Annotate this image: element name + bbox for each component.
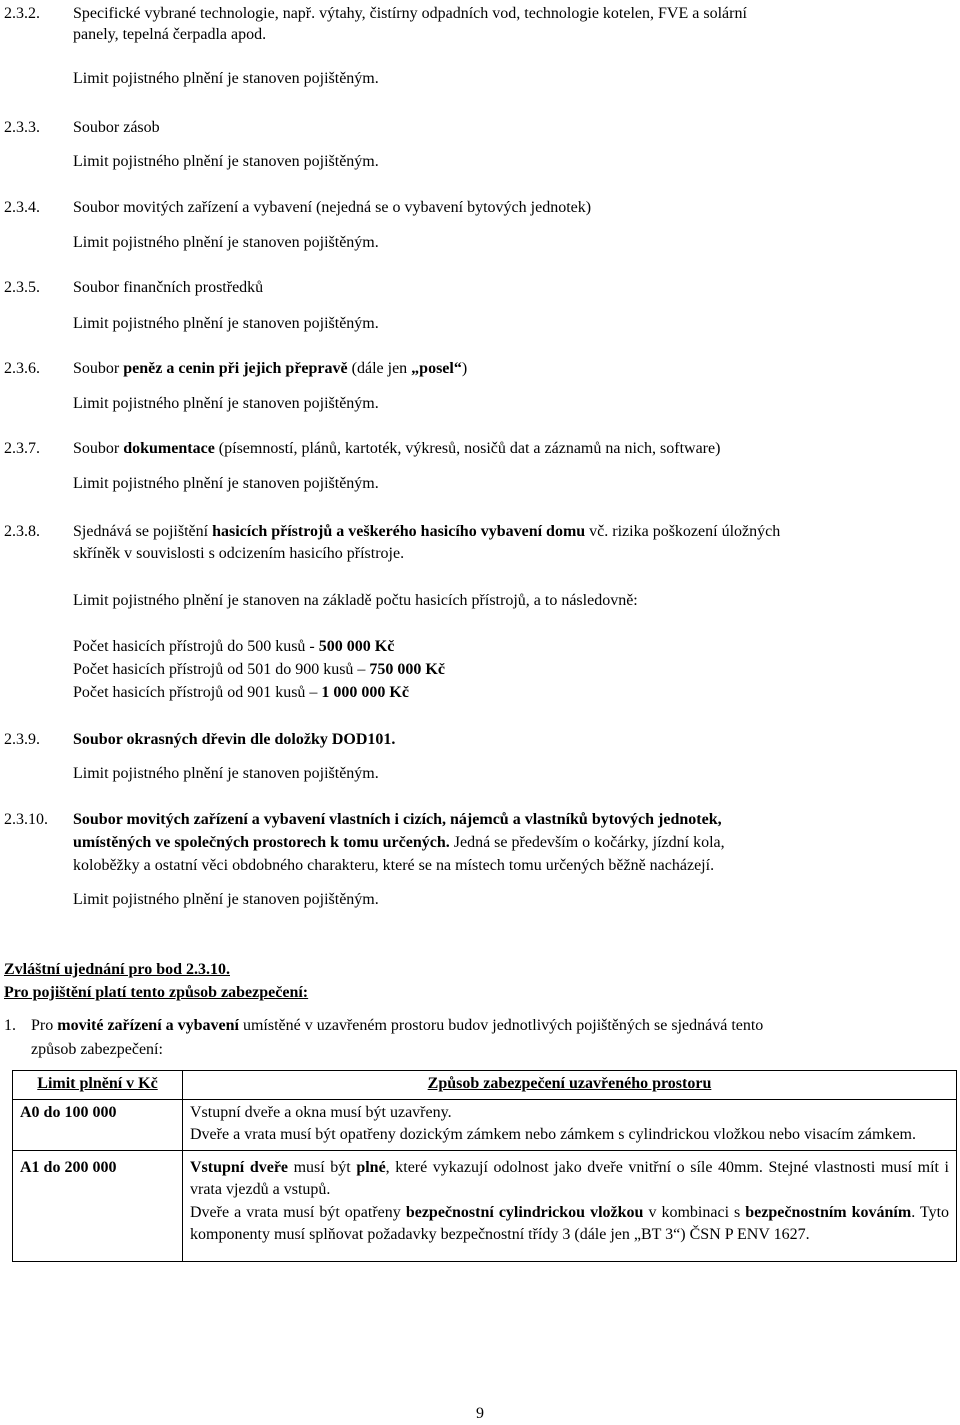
- security-table: [12, 1070, 957, 1262]
- title-part: Jedná se především o kočárky, jízdní kola,: [449, 834, 725, 851]
- method-bold: plné: [356, 1158, 386, 1176]
- tier-line: [73, 660, 445, 680]
- section-number: 2.3.10.: [4, 811, 48, 828]
- title-bold: dokumentace: [123, 440, 215, 457]
- section-number: 2.3.3.: [4, 119, 40, 136]
- section-title: Soubor zásob: [73, 119, 160, 136]
- method-bold: bezpečnostním kováním: [745, 1203, 912, 1221]
- header-limit: Limit plnění v Kč: [13, 1071, 183, 1100]
- tier-line: [73, 683, 409, 703]
- list-item-text-cont: způsob zabezpečení:: [31, 1041, 163, 1058]
- limit-text: Limit pojistného plnění je stanoven pojištěným.: [73, 891, 379, 908]
- table-header-row: [13, 1071, 957, 1100]
- list-number: 1.: [4, 1017, 16, 1034]
- tier-amount: 1 000 000 Kč: [321, 684, 409, 701]
- method-paragraph: [190, 1202, 949, 1247]
- section-title: Soubor movitých zařízení a vybavení (nejedná se o vybavení bytových jednotek): [73, 199, 592, 216]
- tier-amount: 500 000 Kč: [318, 638, 395, 655]
- title-part: (dále jen: [347, 360, 412, 377]
- method-part: . Tyto komponenty musí splňovat požadavky bezpečnostní třídy 3 (dále jen „BT 3“) ČSN P ENV 1627.: [190, 1203, 950, 1243]
- cell-limit: A1 do 200 000: [13, 1150, 183, 1261]
- special-subheading: Pro pojištění platí tento způsob zabezpečení:: [4, 984, 309, 1001]
- section-number: 2.3.7.: [4, 440, 40, 457]
- special-heading: Zvláštní ujednání pro bod 2.3.10.: [4, 961, 230, 978]
- section-title-cont: panely, tepelná čerpadla apod.: [73, 26, 267, 43]
- section-number: 2.3.4.: [4, 199, 40, 216]
- item-part: Pro: [31, 1017, 58, 1034]
- method-bold: Vstupní dveře: [190, 1158, 289, 1176]
- section-title-cont: [73, 833, 725, 853]
- method-part: musí být: [288, 1158, 357, 1176]
- section-title: [73, 439, 720, 459]
- limit-text: Limit pojistného plnění je stanoven pojištěným.: [73, 475, 379, 492]
- tier-text: Počet hasicích přístrojů do 500 kusů -: [73, 638, 319, 655]
- limit-text: Limit pojistného plnění je stanoven pojištěným.: [73, 153, 379, 170]
- method-part: Dveře a vrata musí být opatřeny: [190, 1203, 406, 1221]
- method-part: v kombinaci s: [643, 1203, 746, 1221]
- method-paragraph: [190, 1157, 949, 1202]
- title-part: (písemností, plánů, kartoték, výkresů, nosičů dat a záznamů na nich, software): [214, 440, 721, 457]
- limit-text: Limit pojistného plnění je stanoven pojištěným.: [73, 234, 379, 251]
- title-bold: umístěných ve společných prostorech k tomu určených.: [73, 834, 450, 851]
- method-paragraph: Vstupní dveře a okna musí být uzavřeny.: [190, 1103, 452, 1121]
- section-number: 2.3.5.: [4, 279, 40, 296]
- title-part: ): [461, 360, 468, 377]
- cell-method: [183, 1099, 957, 1150]
- list-item-text: [31, 1016, 763, 1036]
- limit-basis-text: Limit pojistného plnění je stanoven na základě počtu hasicích přístrojů, a to následovně:: [73, 592, 638, 609]
- cell-limit: A0 do 100 000: [13, 1099, 183, 1150]
- limit-text: Limit pojistného plnění je stanoven pojištěným.: [73, 395, 379, 412]
- section-number: 2.3.2.: [4, 5, 40, 22]
- tier-text: Počet hasicích přístrojů od 501 do 900 kusů –: [73, 661, 370, 678]
- tier-text: Počet hasicích přístrojů od 901 kusů –: [73, 684, 322, 701]
- section-text: koloběžky a ostatní věci obdobného charakteru, které se na místech tomu určených běžně nacházejí.: [73, 857, 715, 874]
- header-method: Způsob zabezpečení uzavřeného prostoru: [183, 1071, 957, 1100]
- section-title: Soubor finančních prostředků: [73, 279, 264, 296]
- title-part: Sjednává se pojištění: [73, 523, 213, 540]
- section-title: Soubor okrasných dřevin dle doložky DOD101.: [73, 731, 396, 748]
- cell-method: [183, 1150, 957, 1261]
- table-row: [13, 1150, 957, 1261]
- section-title-cont: skříněk v souvislosti s odcizením hasicího přístroje.: [73, 545, 405, 562]
- item-bold: movité zařízení a vybavení: [57, 1017, 239, 1034]
- title-bold: peněz a cenin při jejich přepravě: [123, 360, 348, 377]
- section-number: 2.3.8.: [4, 523, 40, 540]
- table-row: [13, 1099, 957, 1150]
- title-part: Soubor: [73, 440, 124, 457]
- tier-line: [73, 637, 394, 657]
- limit-text: Limit pojistného plnění je stanoven pojištěným.: [73, 315, 379, 332]
- section-title: Soubor movitých zařízení a vybavení vlastních i cizích, nájemců a vlastníků bytových jednotek,: [73, 811, 722, 828]
- limit-text: Limit pojistného plnění je stanoven pojištěným.: [73, 765, 379, 782]
- tier-amount: 750 000 Kč: [369, 661, 445, 678]
- method-paragraph: Dveře a vrata musí být opatřeny dozickým zámkem nebo zámkem s cylindrickou vložkou nebo visacím zámkem.: [190, 1126, 916, 1143]
- limit-text: Limit pojistného plnění je stanoven pojištěným.: [73, 70, 379, 87]
- section-number: 2.3.6.: [4, 360, 40, 377]
- title-part: vč. rizika poškození úložných: [585, 523, 781, 540]
- title-part: Soubor: [73, 360, 124, 377]
- page-number: 9: [476, 1405, 484, 1422]
- title-bold: „posel“: [411, 360, 462, 377]
- section-title: [73, 522, 780, 542]
- method-bold: bezpečnostní cylindrickou vložkou: [405, 1203, 644, 1221]
- section-title: [73, 359, 467, 379]
- item-part: umístěné v uzavřeném prostoru budov jednotlivých pojištěných se sjednává tento: [238, 1017, 764, 1034]
- section-number: 2.3.9.: [4, 731, 40, 748]
- method-part: , které vykazují odolnost jako dveře vnitřní o síle 40mm. Stejné vlastnosti musí mít i vrata vjezdů a vstupů.: [190, 1158, 950, 1198]
- title-bold: hasicích přístrojů a veškerého hasicího vybavení domu: [212, 523, 586, 540]
- section-title: Specifické vybrané technologie, např. výtahy, čistírny odpadních vod, technologie kotelen, FVE a solární: [73, 5, 747, 22]
